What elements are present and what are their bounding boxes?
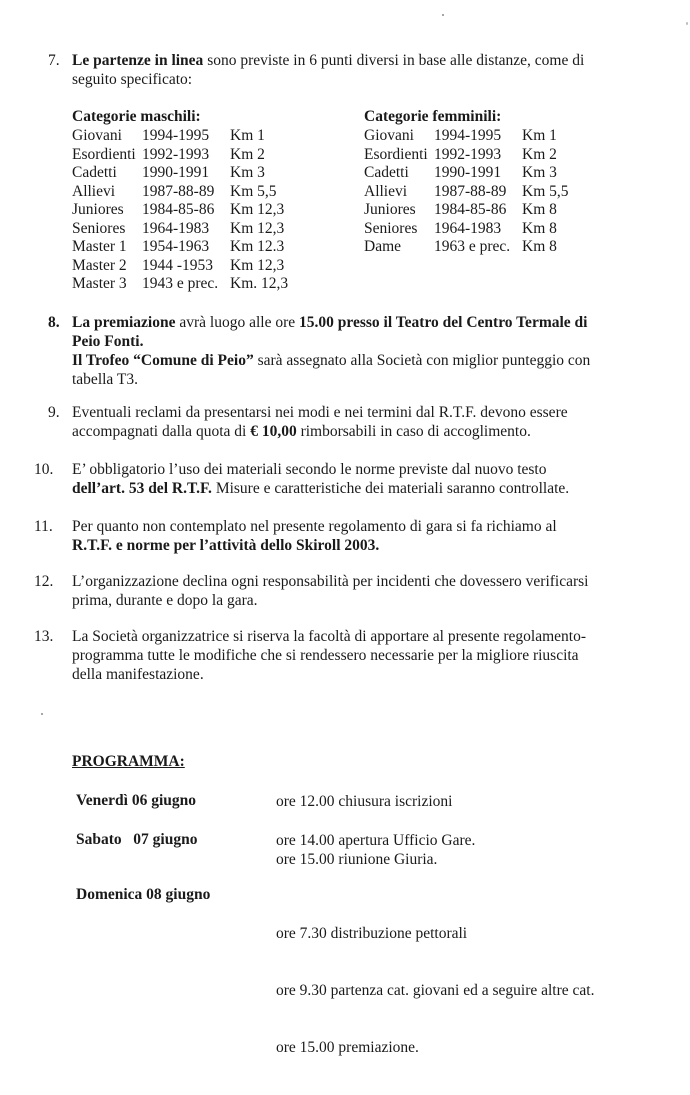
category-years: 1943 e prec.: [142, 275, 219, 292]
item-number: 12.: [34, 573, 54, 590]
category-cat: Cadetti: [72, 164, 117, 181]
category-cat: Allievi: [72, 182, 116, 200]
item-number: 9.: [48, 404, 60, 421]
item-number: 8.: [48, 314, 60, 331]
category-cat: Cadetti: [364, 164, 409, 181]
item-text: [72, 460, 632, 498]
category-cat: Juniores: [364, 201, 416, 218]
item-text: [72, 51, 632, 89]
category-row: [364, 163, 614, 182]
category-years: 1963 e prec.: [434, 238, 511, 255]
category-years: 1944 -1953: [142, 256, 214, 274]
category-row: [364, 237, 614, 256]
program-lines: [276, 792, 452, 811]
category-cat: Giovani: [72, 127, 122, 144]
bold-span: 15.00 presso il Teatro del Centro Termale di: [298, 314, 588, 331]
program-day: Sabato 07 giugno: [76, 831, 198, 848]
program-line: ore 7.30 distribuzione pettorali: [276, 925, 468, 942]
program-day: Venerdì 06 giugno: [76, 792, 197, 809]
category-years: 1992-1993: [434, 145, 502, 163]
item-text: [72, 517, 632, 555]
category-years: 1954-1963: [142, 238, 210, 255]
item-text: [72, 313, 632, 389]
male-categories-table: [72, 107, 322, 293]
bold-lead: Le partenze in linea: [72, 52, 204, 69]
category-cat: Allievi: [364, 182, 408, 200]
program-day: Domenica 08 giugno: [76, 886, 211, 903]
bold-span: Il Trofeo: [72, 352, 134, 369]
program-lines: [276, 886, 594, 1095]
category-km: Km 1: [522, 127, 557, 144]
category-row: [72, 200, 322, 219]
category-km: Km 2: [522, 145, 557, 163]
male-categories-heading: Categorie maschili:: [72, 108, 201, 125]
program-lines: [276, 831, 475, 869]
category-row: [364, 182, 614, 201]
category-years: 1990-1991: [434, 164, 502, 181]
category-km: Km 5,5: [522, 182, 569, 200]
category-cat: Juniores: [72, 201, 124, 218]
category-years: 1990-1991: [142, 164, 210, 181]
programma-heading: PROGRAMMA:: [72, 753, 185, 770]
category-years: 1984-85-86: [434, 201, 507, 218]
category-cat: Esordienti: [364, 145, 428, 163]
category-years: 1994-1995: [142, 127, 210, 144]
category-years: 1964-1983: [434, 219, 502, 237]
text-line: La Società organizzatrice si riserva la facoltà di apportare al presente regolamento-: [72, 628, 586, 645]
program-line: ore 14.00 apertura Ufficio Gare.: [276, 832, 476, 849]
category-cat: Seniores: [364, 219, 418, 237]
category-cat: Dame: [364, 238, 402, 255]
category-cat: Seniores: [72, 219, 126, 237]
category-cat: Giovani: [364, 127, 414, 144]
fee-amount: € 10,00: [250, 423, 297, 440]
category-years: 1992-1993: [142, 145, 210, 163]
category-years: 1994-1995: [434, 127, 502, 144]
category-row: [72, 274, 322, 293]
program-line: ore 9.30 partenza cat. giovani ed a seguire altre cat.: [276, 982, 595, 999]
item-number: 7.: [48, 52, 60, 69]
category-row: [72, 182, 322, 201]
text-line: L’organizzazione declina ogni responsabilità per incidenti che dovessero verificarsi: [72, 573, 589, 590]
category-km: Km 12.3: [230, 238, 285, 255]
program-line: ore 15.00 riunione Giuria.: [276, 851, 438, 868]
category-km: Km 1: [230, 127, 265, 144]
text-line: sono previste in 6 punti diversi in base alle distanze, come di: [203, 52, 585, 69]
item-number: 10.: [34, 461, 54, 478]
category-years: 1987-88-89: [434, 182, 507, 200]
text-line: seguito specificato:: [72, 71, 193, 88]
program-line: ore 15.00 premiazione.: [276, 1039, 419, 1056]
category-km: Km 12,3: [230, 201, 285, 218]
category-years: 1964-1983: [142, 219, 210, 237]
text-span: rimborsabili in caso di accoglimento.: [296, 423, 531, 440]
trophy-name: “Comune di Peio”: [133, 352, 254, 369]
bold-span: Peio Fonti.: [72, 333, 144, 350]
category-row: [72, 256, 322, 275]
scan-speck: [686, 22, 688, 25]
category-km: Km 2: [230, 145, 265, 163]
category-row: [364, 219, 614, 238]
category-km: Km. 12,3: [230, 275, 289, 292]
female-categories-table: [364, 107, 614, 256]
female-categories-heading: Categorie femminili:: [364, 108, 502, 125]
category-km: Km 8: [522, 219, 557, 237]
text-line: programma tutte le modifiche che si rendessero necessarie per la migliore riuscita: [72, 647, 579, 664]
scan-speck: [41, 713, 43, 715]
text-line: Per quanto non contemplato nel presente regolamento di gara si fa richiamo al: [72, 518, 557, 535]
bold-span: R.T.F. e norme per l’attività dello Skiroll 2003.: [72, 537, 380, 554]
item-text: [72, 403, 632, 441]
category-row: [364, 145, 614, 164]
category-km: Km 12,3: [230, 256, 285, 274]
item-number: 13.: [34, 628, 54, 645]
category-km: Km 8: [522, 201, 557, 218]
category-row: [364, 200, 614, 219]
text-line: tabella T3.: [72, 371, 138, 388]
category-cat: Esordienti: [72, 145, 136, 163]
category-cat: Master 1: [72, 238, 127, 255]
category-km: Km 5,5: [230, 182, 277, 200]
category-row: [72, 163, 322, 182]
category-years: 1984-85-86: [142, 201, 215, 218]
text-span: sarà assegnato alla Società con miglior punteggio con: [253, 352, 591, 369]
text-span: Misure e caratteristiche dei materiali saranno controllate.: [211, 480, 570, 497]
category-km: Km 12,3: [230, 219, 285, 237]
category-row: [364, 126, 614, 145]
bold-lead: La premiazione: [72, 314, 176, 331]
scan-speck: [442, 14, 444, 16]
text-line: E’ obbligatorio l’uso dei materiali secondo le norme previste dal nuovo testo: [72, 461, 547, 478]
category-row: [72, 219, 322, 238]
item-number: 11.: [34, 518, 53, 535]
category-years: 1987-88-89: [142, 182, 215, 200]
item-text: [72, 627, 632, 684]
category-km: Km 8: [522, 238, 557, 255]
text-line: Eventuali reclami da presentarsi nei modi e nei termini dal R.T.F. devono essere: [72, 404, 568, 421]
category-cat: Master 3: [72, 275, 127, 292]
category-row: [72, 237, 322, 256]
program-line: ore 12.00 chiusura iscrizioni: [276, 793, 453, 810]
item-text: [72, 572, 632, 610]
category-km: Km 3: [230, 164, 265, 181]
text-span: accompagnati dalla quota di: [72, 423, 251, 440]
text-line: prima, durante e dopo la gara.: [72, 592, 258, 609]
text-line: della manifestazione.: [72, 666, 204, 683]
category-km: Km 3: [522, 164, 557, 181]
category-row: [72, 145, 322, 164]
bold-span: dell’art. 53 del R.T.F.: [72, 480, 212, 497]
category-row: [72, 126, 322, 145]
category-cat: Master 2: [72, 256, 127, 274]
text-span: avrà luogo alle ore: [175, 314, 299, 331]
